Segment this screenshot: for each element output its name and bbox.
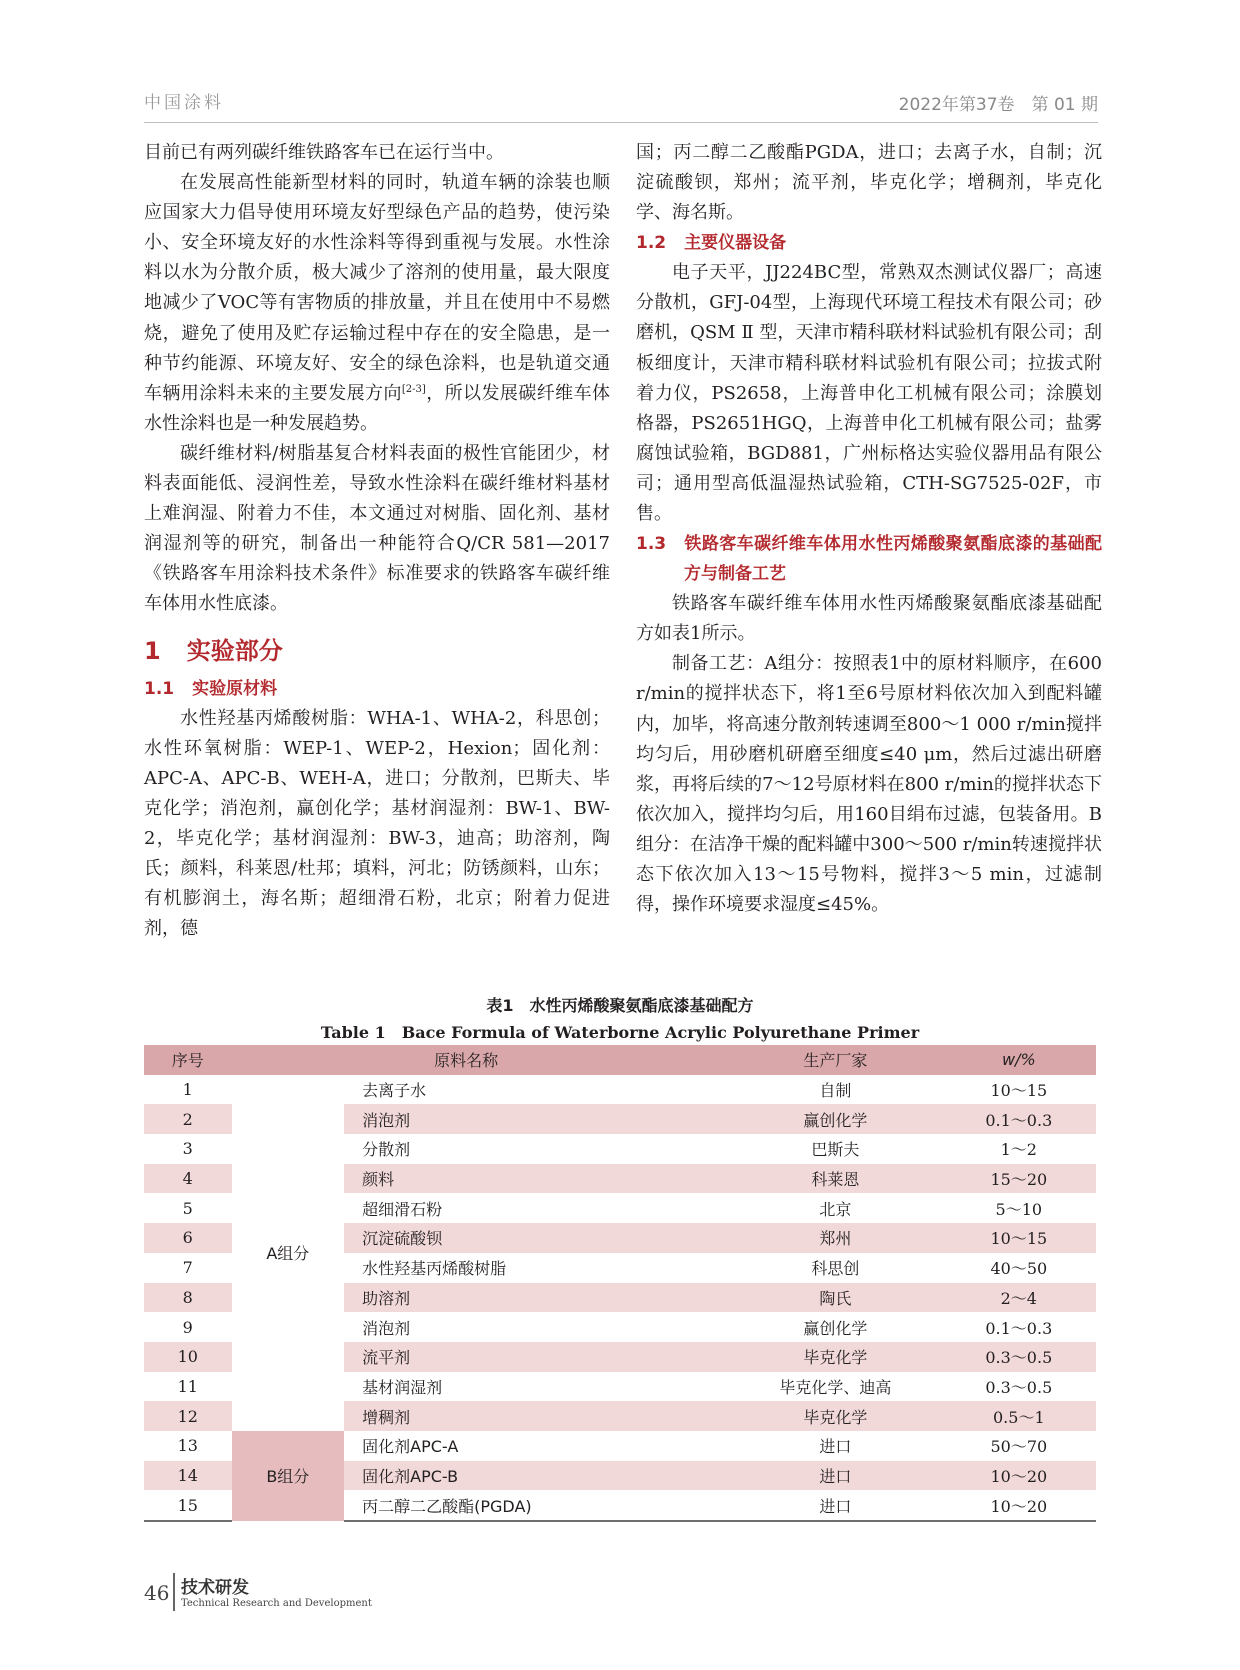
cell-no: 11 [177,1376,198,1396]
cell-w: 15～20 [942,1164,1096,1194]
cell-no: 12 [144,1401,232,1431]
cell-maker: 进口 [729,1461,942,1491]
cell-maker: 陶氏 [729,1283,942,1313]
group-a-cell: A组分 [266,1244,310,1264]
paragraph: 国；丙二醇二乙酸酯PGDA，进口；去离子水，自制；沉淀硫酸钡，郑州；流平剂，毕克化学；增稠剂，毕克化学、海名斯。 [636,142,1102,224]
table-row [144,1431,1096,1461]
header-maker: 生产厂家 [729,1045,942,1075]
table-row [144,1075,1096,1105]
cell-name: 固化剂APC-B [344,1461,729,1491]
header-no: 序号 [144,1045,232,1075]
footer-section-cn: 技术研发 [181,1578,249,1598]
paragraph: 碳纤维材料/树脂基复合材料表面的极性官能团少，材料表面能低、浸润性差，导致水性涂料在碳纤维材料基材上难润湿、附着力不佳，本文通过对树脂、固化剂、基材润湿剂等的研究，制备出一种能符合Q/CR 581—2017《铁路客车用涂料技术条件》标准要求的铁路客车碳纤维车体用水性底漆。 [144,442,610,615]
cell-no: 4 [144,1164,232,1194]
cell-maker: 科莱恩 [729,1164,942,1194]
subsection-title: 铁路客车碳纤维车体用水性丙烯酸聚氨酯底漆的基础配方与制备工艺 [684,534,1102,585]
cell-name: 消泡剂 [362,1318,411,1338]
paragraph-text: ，所以发展碳纤维车体水性涂料也是一种发展趋势。 [144,382,611,434]
cell-no: 7 [182,1258,193,1278]
header-group [232,1045,345,1075]
page-number: 46 [144,1581,170,1605]
cell-w: 0.5～1 [942,1401,1096,1431]
cell-no: 5 [182,1198,193,1218]
cell-maker: 赢创化学 [803,1318,868,1338]
cell-w: 0.3～0.5 [985,1377,1053,1397]
footer-divider [173,1573,175,1611]
cell-maker: 巴斯夫 [811,1140,860,1160]
cell-w: 0.1～0.3 [985,1318,1053,1338]
cell-maker: 自制 [819,1081,852,1101]
section-title: 实验部分 [186,636,283,665]
left-column [144,138,610,944]
table-header-row [144,1045,1096,1075]
cell-name: 助溶剂 [344,1283,729,1313]
group-b-cell: B组分 [232,1431,345,1521]
table-caption-en: Table 1 Bace Formula of Waterborne Acrylic Polyurethane Primer [320,1023,920,1042]
cell-w: 10～20 [942,1461,1096,1491]
cell-no: 14 [144,1461,232,1491]
cell-w: 40～50 [990,1259,1048,1279]
paragraph: 电子天平，JJ224BC型，常熟双杰测试仪器厂；高速分散机，GFJ-04型，上海现代环境工程技术有限公司；砂磨机，QSM Ⅱ 型，天津市精科联材料试验机有限公司；刮板细度计，天津市精科联材料试验机有限公司；拉拔式附着力仪，PS2658，上海普申化工机械有限公司；涂膜划格器，PS2651HGQ，上海普申化工机械有限公司；盐雾腐蚀试验箱，BGD881，广州标格达实验仪器用品有限公司；通用型高低温湿热试验箱，CTH-SG7525-02F，市售。 [636,262,1102,525]
cell-w: 10～15 [942,1223,1096,1253]
cell-maker: 北京 [819,1199,852,1219]
cell-name: 分散剂 [362,1140,411,1160]
subsection-heading [636,529,1102,589]
paragraph: 铁路客车碳纤维车体用水性丙烯酸聚氨酯底漆基础配方如表1所示。 [636,593,1102,645]
cell-no: 6 [144,1223,232,1253]
cell-name: 丙二醇二乙酸酯(PGDA) [344,1490,729,1521]
cell-maker: 进口 [819,1437,852,1457]
citation: [2-3] [401,383,426,395]
issue-info: 2022年第37卷 第 01 期 [898,95,1098,115]
cell-w: 0.1～0.3 [942,1104,1096,1134]
cell-name: 颜料 [344,1164,729,1194]
footer-section-en: Technical Research and Development [181,1598,372,1609]
cell-no: 1 [182,1080,193,1100]
cell-no: 9 [182,1317,193,1337]
subsection-number: 1.2 [636,233,667,254]
cell-name: 去离子水 [362,1081,427,1101]
cell-no: 8 [144,1283,232,1313]
cell-w: 5～10 [995,1199,1043,1219]
cell-w: 10～15 [990,1081,1048,1101]
subsection-title: 主要仪器设备 [684,233,787,254]
header-name: 原料名称 [344,1045,729,1075]
right-column [636,138,1102,920]
cell-maker: 毕克化学 [729,1342,942,1372]
cell-maker: 毕克化学、迪高 [779,1377,892,1397]
table-caption-cn: 表1 水性丙烯酸聚氨酯底漆基础配方 [486,996,754,1015]
cell-no: 10 [144,1342,232,1372]
cell-name: 固化剂APC-A [362,1437,459,1457]
paragraph: 目前已有两列碳纤维铁路客车已在运行当中。 [144,142,504,163]
cell-maker: 赢创化学 [729,1104,942,1134]
cell-name: 超细滑石粉 [362,1199,443,1219]
cell-no: 15 [144,1490,232,1521]
cell-w: 1～2 [1000,1140,1037,1160]
cell-maker: 科思创 [811,1259,860,1279]
cell-no: 2 [144,1104,232,1134]
header-w-text: w/% [1001,1050,1036,1070]
cell-no: 3 [182,1139,193,1159]
cell-maker: 进口 [729,1490,942,1521]
section-heading [144,634,610,668]
cell-name: 消泡剂 [344,1104,729,1134]
cell-w: 0.3～0.5 [942,1342,1096,1372]
cell-name: 基材润湿剂 [362,1377,443,1397]
cell-maker: 毕克化学 [729,1401,942,1431]
header-w [942,1045,1096,1075]
cell-w: 50～70 [990,1437,1048,1457]
subsection-title: 实验原材料 [192,678,278,699]
cell-maker: 郑州 [729,1223,942,1253]
section-number: 1 [144,636,161,665]
cell-name: 流平剂 [344,1342,729,1372]
subsection-number: 1.3 [636,534,667,555]
cell-no: 13 [177,1436,198,1456]
cell-name: 沉淀硫酸钡 [344,1223,729,1253]
paragraph: 制备工艺：A组分：按照表1中的原材料顺序，在600 r/min的搅拌状态下，将1至6号原材料依次加入到配料罐内，加毕，将高速分散剂转速调至800～1 000 r/min搅拌均匀后，用砂磨机研磨至细度≤40 μm，然后过滤出研磨浆，再将后续的7～12号原材料在800 r/min的搅拌状态下依次加入，搅拌均匀后，用160目绢布过滤，包装备用。B组分：在洁净干燥的配料罐中300～500 r/min转速搅拌状态下依次加入13～15号物料，搅拌3～5 min，过滤制得，操作环境要求湿度≤45%。 [636,653,1102,916]
journal-name: 中国涂料 [144,93,224,113]
cell-name: 水性羟基丙烯酸树脂 [362,1259,507,1279]
cell-name: 增稠剂 [344,1401,729,1431]
subsection-heading [636,228,1102,258]
cell-w: 10～20 [942,1490,1096,1521]
subsection-heading [144,674,610,704]
subsection-number: 1.1 [144,678,175,699]
paragraph [144,168,610,439]
formula-table [144,1045,1096,1522]
cell-w: 2～4 [942,1283,1096,1313]
paragraph-text: 在发展高性能新型材料的同时，轨道车辆的涂装也顺应国家大力倡导使用环境友好型绿色产品的趋势，使污染小、安全环境友好的水性涂料等得到重视与发展。水性涂料以水为分散介质，极大减少了溶剂的使用量，最大限度地减少了VOC等有害物质的排放量，并且在使用中不易燃烧，避免了使用及贮存运输过程中存在的安全隐患，是一种节约能源、环境友好、安全的绿色涂料，也是轨道交通车辆用涂料未来的主要发展方向 [144,172,610,404]
header-divider [144,122,1098,123]
paragraph: 水性羟基丙烯酸树脂：WHA-1、WHA-2，科思创；水性环氧树脂：WEP-1、WEP-2，Hexion；固化剂：APC-A、APC-B、WEH-A，进口；分散剂，巴斯夫、毕克化学；消泡剂，赢创化学；基材润湿剂：BW-1、BW-2，毕克化学；基材润湿剂：BW-3，迪高；助溶剂，陶氏；颜料，科莱恩/杜邦；填料，河北；防锈颜料，山东；有机膨润土，海名斯；超细滑石粉，北京；附着力促进剂，德 [144,707,610,940]
